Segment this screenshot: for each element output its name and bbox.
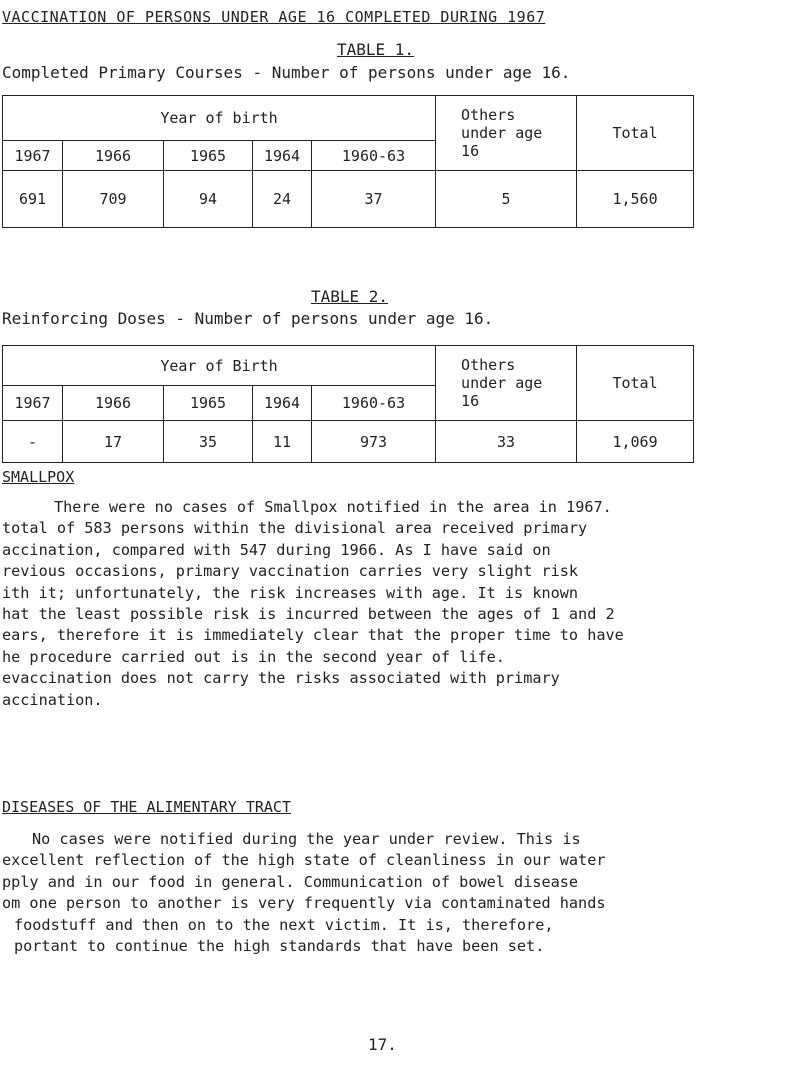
paragraph-line: om one person to another is very frequently via contaminated hands	[2, 894, 606, 913]
table-2-title: TABLE 2.	[311, 287, 389, 306]
table-1-value-cell: 24	[253, 171, 312, 228]
paragraph-line: total of 583 persons within the divisional area received primary	[2, 519, 588, 538]
table-1	[2, 95, 694, 228]
table-2	[2, 345, 694, 463]
alimentary-paragraph	[2, 829, 605, 957]
paragraph-line: hat the least possible risk is incurred between the ages of 1 and 2	[2, 605, 615, 624]
table-2-year-cell: 1966	[63, 386, 164, 421]
table-2-caption: Reinforcing Doses - Number of persons under age 16.	[2, 309, 494, 328]
paragraph-line: accination, compared with 547 during 1966. As I have said on	[2, 540, 551, 559]
page-number: 17.	[368, 1035, 397, 1054]
table-2-total-value: 1,069	[577, 421, 694, 463]
table-2-year-cell: 1967	[3, 386, 63, 421]
table-1-others-header	[436, 96, 577, 171]
smallpox-paragraph	[2, 497, 624, 711]
table-1-others-header-text: Others under age 16	[461, 106, 543, 160]
alimentary-title: DISEASES OF THE ALIMENTARY TRACT	[2, 798, 291, 816]
paragraph-line: ith it; unfortunately, the risk increases with age. It is known	[2, 583, 579, 602]
table-1-total-value: 1,560	[577, 171, 694, 228]
table-1-year-cell: 1967	[3, 141, 63, 171]
paragraph-line: ears, therefore it is immediately clear that the proper time to have	[2, 626, 624, 645]
table-2-value-cell: -	[3, 421, 63, 463]
table-1-value-cell: 94	[164, 171, 253, 228]
table-1-value-cell: 37	[312, 171, 436, 228]
table-2-value-cell: 17	[63, 421, 164, 463]
table-1-value-cell: 691	[3, 171, 63, 228]
table-2-year-cell: 1960-63	[312, 386, 436, 421]
table-1-year-cell: 1965	[164, 141, 253, 171]
table-1-others-value: 5	[436, 171, 577, 228]
smallpox-title: SMALLPOX	[2, 468, 75, 486]
table-2-value-cell: 11	[253, 421, 312, 463]
paragraph-line: portant to continue the high standards that have been set.	[14, 937, 545, 956]
table-1-year-cell: 1966	[63, 141, 164, 171]
paragraph-line: pply and in our food in general. Communication of bowel disease	[2, 872, 579, 891]
table-2-total-header: Total	[577, 346, 694, 421]
table-2-others-header-text: Others under age 16	[461, 356, 543, 410]
paragraph-line: foodstuff and then on to the next victim. It is, therefore,	[14, 915, 554, 934]
paragraph-line: No cases were notified during the year under review. This is	[32, 830, 581, 848]
paragraph-line: excellent reflection of the high state of cleanliness in our water	[2, 851, 606, 870]
table-2-value-cell: 973	[312, 421, 436, 463]
table-2-others-header	[436, 346, 577, 421]
table-1-value-cell: 709	[63, 171, 164, 228]
table-1-caption: Completed Primary Courses - Number of persons under age 16.	[2, 63, 571, 82]
paragraph-line: he procedure carried out is in the second year of life.	[2, 647, 505, 666]
paragraph-line: revious occasions, primary vaccination carries very slight risk	[2, 562, 579, 581]
table-1-year-cell: 1964	[253, 141, 312, 171]
paragraph-line: There were no cases of Smallpox notified in the area in 1967.	[54, 498, 612, 516]
table-1-total-header: Total	[577, 96, 694, 171]
table-2-year-of-birth-header: Year of Birth	[3, 346, 436, 386]
page-heading: VACCINATION OF PERSONS UNDER AGE 16 COMPLETED DURING 1967	[2, 8, 546, 26]
table-1-year-cell: 1960-63	[312, 141, 436, 171]
table-2-value-cell: 35	[164, 421, 253, 463]
table-1-title: TABLE 1.	[337, 40, 415, 59]
table-2-year-cell: 1964	[253, 386, 312, 421]
table-1-year-of-birth-header: Year of birth	[3, 96, 436, 141]
paragraph-line: accination.	[2, 690, 103, 709]
table-2-year-cell: 1965	[164, 386, 253, 421]
table-2-others-value: 33	[436, 421, 577, 463]
paragraph-line: evaccination does not carry the risks associated with primary	[2, 669, 560, 688]
